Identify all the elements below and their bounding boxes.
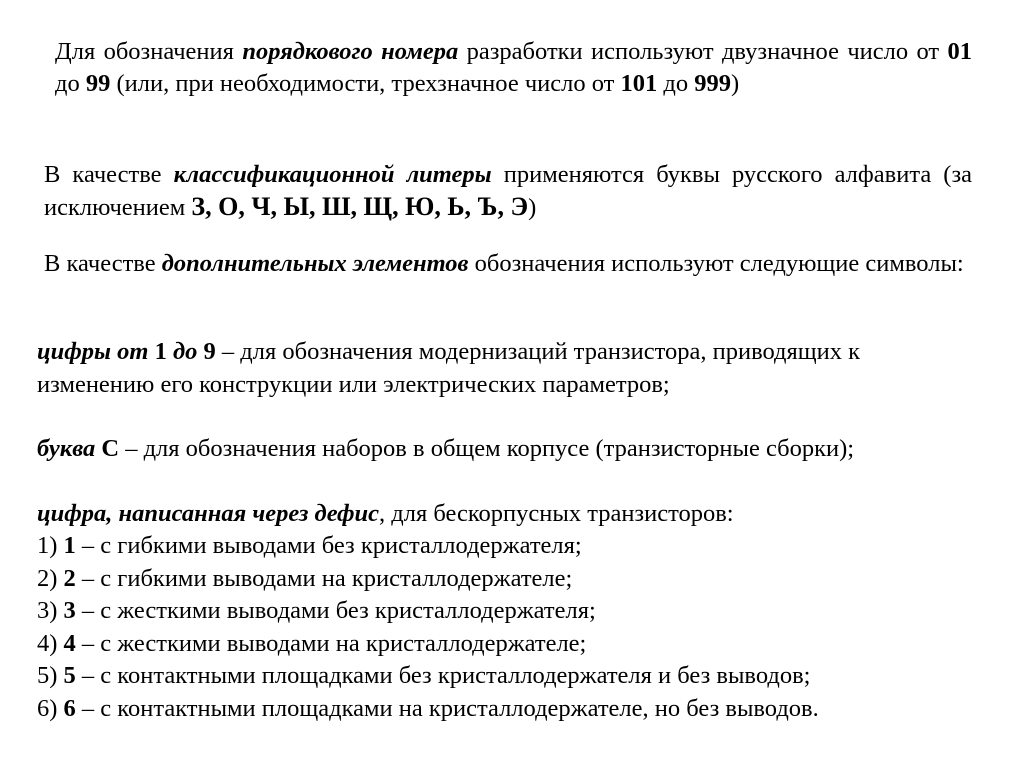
- value: 999: [694, 70, 731, 97]
- paragraph-serial-number: [55, 36, 972, 100]
- numbered-item: [37, 660, 1002, 693]
- term-classification-letter: классификационной литеры: [173, 161, 492, 188]
- numbered-item: [37, 563, 1002, 596]
- value: 5: [63, 662, 76, 689]
- item-number: 3): [37, 597, 64, 624]
- text: (или, при необходимости, трехзначное число от: [110, 70, 621, 97]
- text: – с гибкими выводами без кристаллодержателя;: [75, 532, 582, 559]
- text: до: [55, 70, 86, 97]
- paragraph-classification-letter: [44, 159, 972, 224]
- value: 1: [63, 532, 76, 559]
- text: изменению его конструкции или электрических параметров;: [37, 370, 670, 398]
- term: цифры от: [37, 338, 155, 365]
- list-item-digits-cont: [37, 369, 1002, 402]
- text: В качестве: [44, 161, 174, 188]
- text: до: [657, 70, 695, 97]
- value: 4: [63, 629, 76, 657]
- value: С: [101, 435, 120, 462]
- value: 6: [63, 694, 76, 722]
- numbered-item: [37, 628, 1002, 661]
- text: – для обозначения модернизаций транзистора, приводящих к: [215, 338, 861, 365]
- text: Для обозначения: [55, 38, 243, 65]
- text: – с жесткими выводами без кристаллодержателя;: [75, 597, 596, 624]
- text: разработки используют двузначное число от: [458, 38, 948, 65]
- paragraph-additional-elements: [44, 248, 972, 280]
- numbered-item: [37, 693, 1002, 726]
- value: 1: [154, 338, 167, 365]
- list-item-letter: [37, 433, 1002, 466]
- value: 99: [85, 70, 111, 97]
- value: 2: [63, 564, 76, 592]
- term-additional-elements: дополнительных элементов: [161, 250, 469, 277]
- term: буква: [37, 435, 102, 462]
- text: – с гибкими выводами на кристаллодержателе;: [75, 564, 573, 592]
- item-number: 6): [37, 694, 64, 722]
- numbered-item: [37, 595, 1002, 628]
- text: – с контактными площадками без кристаллодержателя и без выводов;: [75, 662, 811, 689]
- value: 101: [620, 70, 658, 97]
- list-item-hyphen: [37, 498, 1002, 531]
- text: обозначения используют следующие символы:: [468, 250, 964, 277]
- text: В качестве: [44, 250, 162, 277]
- item-number: 4): [37, 629, 64, 657]
- text: – с жесткими выводами на кристаллодержателе;: [75, 629, 587, 657]
- value: 9: [203, 338, 216, 365]
- excluded-letters: З, О, Ч, Ы, Ш, Щ, Ю, Ь, Ъ, Э: [191, 192, 529, 221]
- text: , для бескорпусных транзисторов:: [379, 499, 734, 527]
- item-number: 5): [37, 662, 64, 689]
- text: применяются буквы русского алфавита (за исключением: [44, 161, 973, 221]
- symbols-list: [37, 336, 1002, 725]
- text: ): [528, 194, 537, 221]
- text: – с контактными площадками на кристаллодержателе, но без выводов.: [75, 694, 819, 722]
- text: – для обозначения наборов в общем корпусе (транзисторные сборки);: [119, 435, 855, 462]
- item-number: 2): [37, 564, 64, 592]
- term: цифра, написанная через дефис: [37, 499, 380, 527]
- term-serial-number: порядкового номера: [242, 38, 459, 65]
- value: 01: [947, 38, 972, 65]
- numbered-item: [37, 530, 1002, 563]
- term: до: [166, 338, 204, 365]
- list-item-digits: [37, 336, 1002, 369]
- value: 3: [63, 597, 76, 624]
- item-number: 1): [37, 532, 64, 559]
- text: ): [730, 70, 740, 97]
